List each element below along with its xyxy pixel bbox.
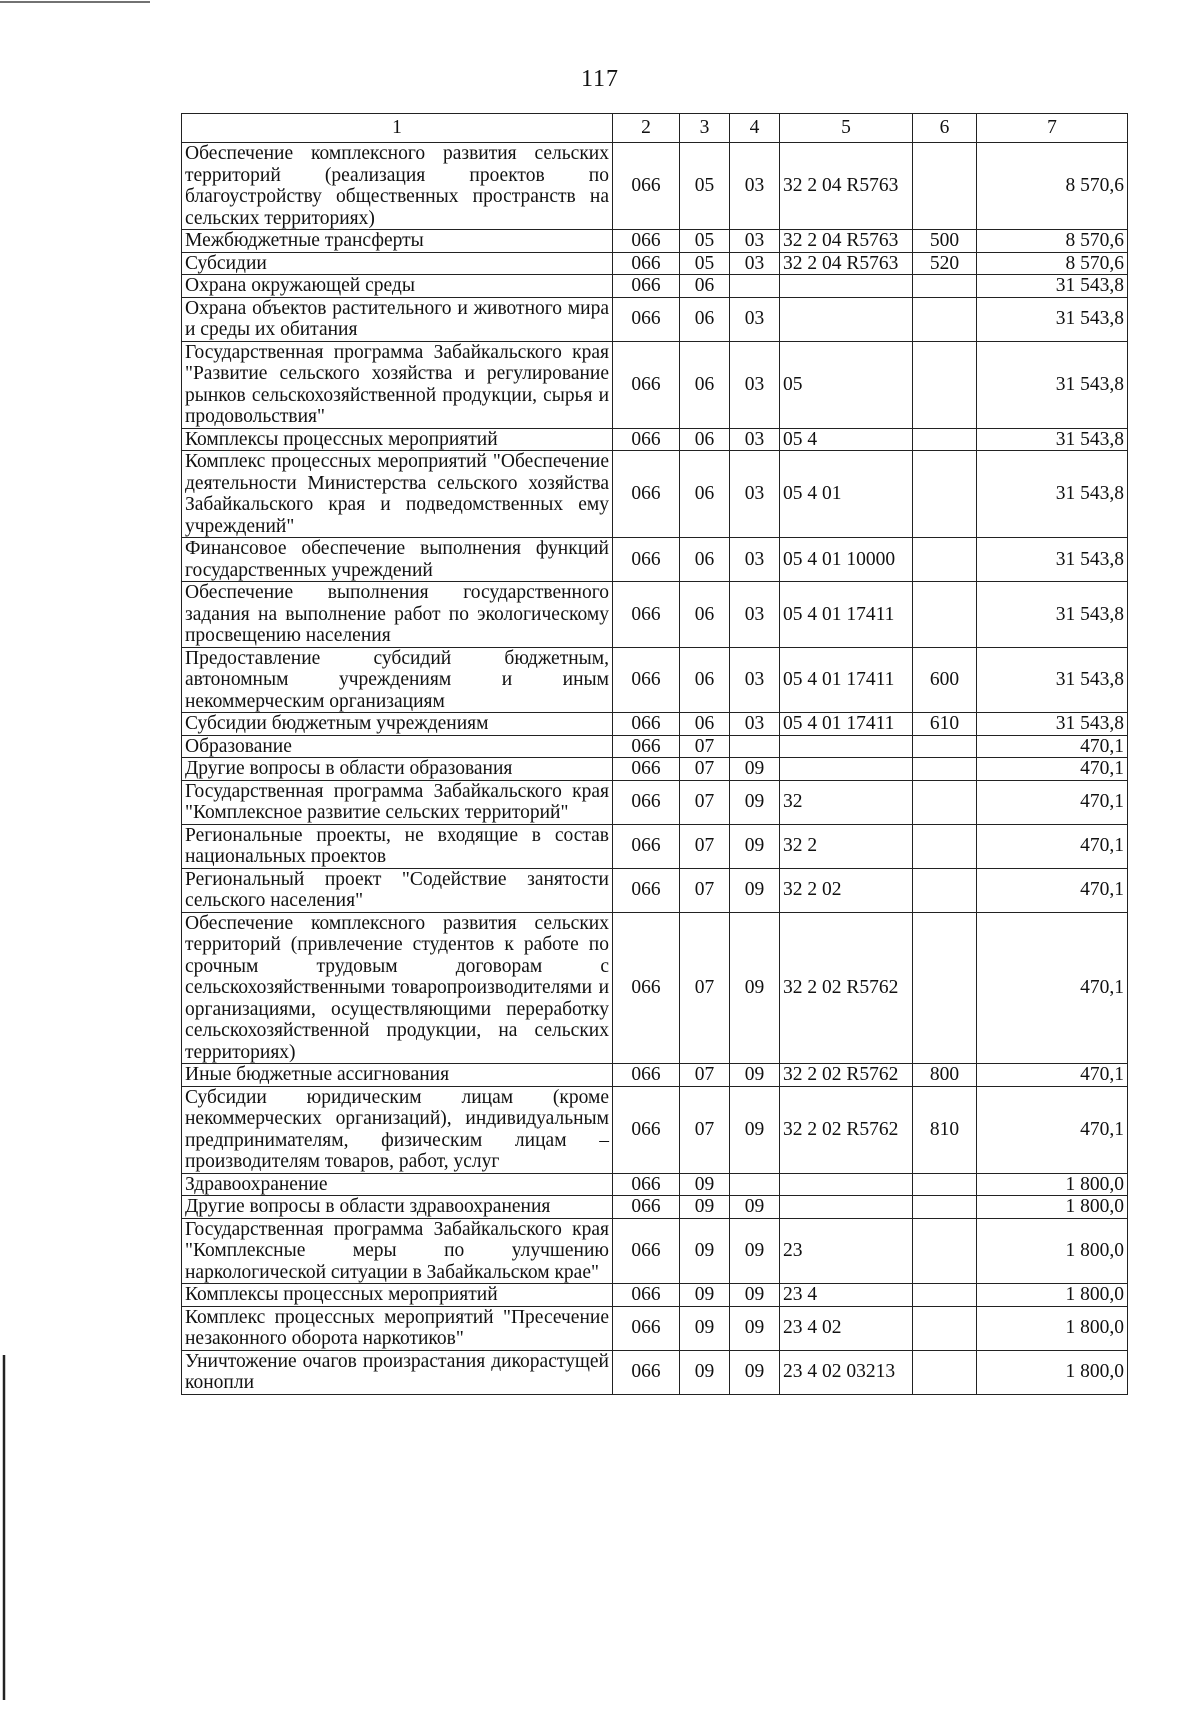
table-row [182,538,1128,582]
cell-admin-code: 066 [613,912,680,1064]
column-header: 6 [913,114,977,143]
cell-amount: 31 543,8 [977,451,1128,538]
table-row [182,647,1128,713]
cell-name: Субсидии юридическим лицам (кроме некоммерческих организаций), индивидуальным предпринимателям, физическим лицам – производителям товаров, работ, услуг [182,1086,613,1173]
cell-amount: 8 570,6 [977,230,1128,253]
cell-subsection: 09 [730,1218,780,1284]
cell-amount: 470,1 [977,780,1128,824]
cell-target-article: 05 4 01 17411 [780,713,913,736]
cell-expense-type [913,1173,977,1196]
cell-target-article: 32 2 04 R5763 [780,230,913,253]
cell-subsection: 03 [730,297,780,341]
cell-expense-type [913,297,977,341]
cell-expense-type [913,758,977,781]
cell-amount: 470,1 [977,1086,1128,1173]
cell-name: Охрана объектов растительного и животного мира и среды их обитания [182,297,613,341]
cell-section: 09 [680,1306,730,1350]
cell-target-article: 32 2 02 R5762 [780,1086,913,1173]
cell-section: 07 [680,780,730,824]
cell-expense-type [913,1306,977,1350]
cell-section: 06 [680,451,730,538]
cell-target-article: 32 2 04 R5763 [780,252,913,275]
table-row [182,868,1128,912]
cell-subsection: 09 [730,868,780,912]
table-row [182,252,1128,275]
cell-subsection: 09 [730,1350,780,1394]
cell-admin-code: 066 [613,1306,680,1350]
cell-target-article: 05 [780,341,913,428]
cell-expense-type [913,143,977,230]
cell-amount: 31 543,8 [977,538,1128,582]
cell-expense-type: 600 [913,647,977,713]
cell-target-article: 23 4 [780,1284,913,1307]
cell-section: 09 [680,1218,730,1284]
cell-admin-code: 066 [613,275,680,298]
cell-name: Обеспечение комплексного развития сельских территорий (реализация проектов по благоустройству общественных пространств на сельских территориях) [182,143,613,230]
cell-admin-code: 066 [613,713,680,736]
cell-subsection: 09 [730,1196,780,1219]
cell-subsection: 03 [730,582,780,648]
cell-admin-code: 066 [613,1350,680,1394]
table-row [182,780,1128,824]
cell-section: 09 [680,1350,730,1394]
cell-expense-type: 800 [913,1064,977,1087]
cell-subsection: 09 [730,1284,780,1307]
cell-name: Государственная программа Забайкальского края "Комплексное развитие сельских территорий" [182,780,613,824]
table-row [182,758,1128,781]
table-row [182,1218,1128,1284]
cell-section: 09 [680,1196,730,1219]
cell-target-article: 05 4 [780,428,913,451]
column-header: 3 [680,114,730,143]
cell-admin-code: 066 [613,252,680,275]
cell-name: Образование [182,735,613,758]
cell-name: Здравоохранение [182,1173,613,1196]
cell-section: 09 [680,1284,730,1307]
cell-name: Другие вопросы в области здравоохранения [182,1196,613,1219]
cell-amount: 31 543,8 [977,297,1128,341]
table-row [182,713,1128,736]
cell-target-article: 23 4 02 03213 [780,1350,913,1394]
cell-admin-code: 066 [613,1196,680,1219]
cell-admin-code: 066 [613,297,680,341]
cell-expense-type [913,1196,977,1219]
cell-expense-type [913,780,977,824]
cell-amount: 31 543,8 [977,582,1128,648]
cell-admin-code: 066 [613,780,680,824]
cell-admin-code: 066 [613,1064,680,1087]
cell-name: Финансовое обеспечение выполнения функций государственных учреждений [182,538,613,582]
table-row [182,428,1128,451]
table-row [182,1173,1128,1196]
cell-target-article: 32 [780,780,913,824]
cell-subsection [730,1173,780,1196]
cell-subsection [730,275,780,298]
cell-name: Государственная программа Забайкальского края "Развитие сельского хозяйства и регулирование рынков сельскохозяйственной продукции, сырья и продовольствия" [182,341,613,428]
cell-admin-code: 066 [613,1284,680,1307]
cell-subsection: 03 [730,428,780,451]
table-row [182,451,1128,538]
cell-name: Иные бюджетные ассигнования [182,1064,613,1087]
table-row [182,275,1128,298]
cell-section: 05 [680,230,730,253]
cell-target-article: 32 2 02 R5762 [780,912,913,1064]
cell-section: 07 [680,1086,730,1173]
cell-expense-type [913,1218,977,1284]
cell-section: 06 [680,297,730,341]
table-row [182,1086,1128,1173]
cell-amount: 470,1 [977,735,1128,758]
cell-section: 06 [680,341,730,428]
cell-name: Государственная программа Забайкальского края "Комплексные меры по улучшению наркологической ситуации в Забайкальском крае" [182,1218,613,1284]
cell-amount: 31 543,8 [977,275,1128,298]
budget-table [181,113,1128,1395]
cell-expense-type [913,341,977,428]
cell-name: Межбюджетные трансферты [182,230,613,253]
cell-expense-type: 500 [913,230,977,253]
cell-target-article: 05 4 01 17411 [780,647,913,713]
table-row [182,1284,1128,1307]
cell-admin-code: 066 [613,824,680,868]
cell-target-article [780,1173,913,1196]
cell-section: 06 [680,713,730,736]
table-row [182,1306,1128,1350]
cell-subsection: 03 [730,143,780,230]
cell-section: 06 [680,647,730,713]
cell-section: 06 [680,275,730,298]
cell-subsection: 09 [730,1064,780,1087]
cell-expense-type [913,451,977,538]
cell-subsection: 03 [730,538,780,582]
cell-section: 06 [680,538,730,582]
cell-subsection: 03 [730,647,780,713]
table-row [182,297,1128,341]
cell-section: 07 [680,824,730,868]
cell-amount: 470,1 [977,868,1128,912]
cell-section: 07 [680,735,730,758]
cell-target-article [780,275,913,298]
cell-admin-code: 066 [613,868,680,912]
cell-amount: 470,1 [977,1064,1128,1087]
cell-name: Субсидии бюджетным учреждениям [182,713,613,736]
cell-admin-code: 066 [613,341,680,428]
cell-expense-type [913,735,977,758]
cell-expense-type [913,538,977,582]
cell-expense-type: 610 [913,713,977,736]
cell-section: 07 [680,912,730,1064]
cell-subsection [730,735,780,758]
table-row [182,143,1128,230]
cell-section: 09 [680,1173,730,1196]
cell-expense-type [913,868,977,912]
cell-name: Комплексы процессных мероприятий [182,1284,613,1307]
cell-subsection: 03 [730,230,780,253]
cell-admin-code: 066 [613,143,680,230]
table-row [182,735,1128,758]
cell-subsection: 03 [730,252,780,275]
cell-expense-type [913,428,977,451]
cell-admin-code: 066 [613,451,680,538]
cell-name: Комплексы процессных мероприятий [182,428,613,451]
table-row [182,341,1128,428]
cell-name: Региональный проект "Содействие занятости сельского населения" [182,868,613,912]
cell-amount: 470,1 [977,912,1128,1064]
cell-amount: 31 543,8 [977,428,1128,451]
table-row [182,912,1128,1064]
cell-amount: 1 800,0 [977,1306,1128,1350]
cell-name: Охрана окружающей среды [182,275,613,298]
cell-amount: 31 543,8 [977,341,1128,428]
cell-expense-type [913,1350,977,1394]
cell-name: Другие вопросы в области образования [182,758,613,781]
cell-amount: 8 570,6 [977,143,1128,230]
cell-admin-code: 066 [613,538,680,582]
cell-target-article: 32 2 04 R5763 [780,143,913,230]
cell-target-article: 32 2 02 [780,868,913,912]
cell-subsection: 03 [730,451,780,538]
cell-target-article: 23 [780,1218,913,1284]
cell-subsection: 09 [730,780,780,824]
cell-subsection: 09 [730,1306,780,1350]
cell-subsection: 09 [730,912,780,1064]
cell-amount: 8 570,6 [977,252,1128,275]
column-header: 2 [613,114,680,143]
cell-admin-code: 066 [613,735,680,758]
cell-section: 07 [680,868,730,912]
table-row [182,582,1128,648]
cell-target-article [780,1196,913,1219]
cell-expense-type [913,1284,977,1307]
cell-admin-code: 066 [613,230,680,253]
cell-section: 07 [680,758,730,781]
cell-target-article [780,297,913,341]
table-row [182,1350,1128,1394]
cell-subsection: 09 [730,1086,780,1173]
cell-section: 05 [680,252,730,275]
cell-admin-code: 066 [613,1086,680,1173]
cell-section: 05 [680,143,730,230]
cell-expense-type: 520 [913,252,977,275]
cell-target-article: 05 4 01 [780,451,913,538]
cell-name: Региональные проекты, не входящие в состав национальных проектов [182,824,613,868]
column-header: 1 [182,114,613,143]
cell-target-article: 32 2 [780,824,913,868]
cell-name: Комплекс процессных мероприятий "Обеспечение деятельности Министерства сельского хозяйства Забайкальского края и подведомственных ему учреждений" [182,451,613,538]
column-header: 7 [977,114,1128,143]
cell-amount: 31 543,8 [977,713,1128,736]
cell-expense-type [913,824,977,868]
cell-admin-code: 066 [613,647,680,713]
page-number: 117 [580,66,620,92]
column-header: 4 [730,114,780,143]
table-row [182,230,1128,253]
cell-target-article: 32 2 02 R5762 [780,1064,913,1087]
table-row [182,1064,1128,1087]
cell-name: Обеспечение комплексного развития сельских территорий (привлечение студентов к работе по срочным трудовым договорам с сельскохозяйственными товаропроизводителями и организациями, осуществляющими переработку сельскохозяйственной продукции, на сельских территориях) [182,912,613,1064]
cell-admin-code: 066 [613,582,680,648]
cell-name: Комплекс процессных мероприятий "Пресечение незаконного оборота наркотиков" [182,1306,613,1350]
cell-amount: 470,1 [977,758,1128,781]
cell-amount: 1 800,0 [977,1350,1128,1394]
cell-expense-type [913,582,977,648]
cell-subsection: 03 [730,341,780,428]
cell-expense-type [913,912,977,1064]
cell-admin-code: 066 [613,758,680,781]
cell-amount: 1 800,0 [977,1218,1128,1284]
cell-section: 06 [680,428,730,451]
cell-name: Обеспечение выполнения государственного задания на выполнение работ по экологическому просвещению населения [182,582,613,648]
cell-admin-code: 066 [613,1218,680,1284]
cell-expense-type: 810 [913,1086,977,1173]
column-header: 5 [780,114,913,143]
cell-target-article [780,735,913,758]
cell-target-article [780,758,913,781]
cell-subsection: 09 [730,758,780,781]
cell-subsection: 09 [730,824,780,868]
cell-section: 06 [680,582,730,648]
cell-name: Субсидии [182,252,613,275]
table-row [182,1196,1128,1219]
cell-target-article: 05 4 01 10000 [780,538,913,582]
cell-target-article: 23 4 02 [780,1306,913,1350]
cell-admin-code: 066 [613,1173,680,1196]
cell-name: Уничтожение очагов произрастания дикорастущей конопли [182,1350,613,1394]
cell-subsection: 03 [730,713,780,736]
cell-amount: 1 800,0 [977,1173,1128,1196]
cell-name: Предоставление субсидий бюджетным, автономным учреждениям и иным некоммерческим организациям [182,647,613,713]
cell-section: 07 [680,1064,730,1087]
table-row [182,824,1128,868]
cell-admin-code: 066 [613,428,680,451]
cell-amount: 470,1 [977,824,1128,868]
cell-target-article: 05 4 01 17411 [780,582,913,648]
cell-amount: 1 800,0 [977,1196,1128,1219]
cell-amount: 1 800,0 [977,1284,1128,1307]
cell-amount: 31 543,8 [977,647,1128,713]
cell-expense-type [913,275,977,298]
header-row [182,114,1128,143]
